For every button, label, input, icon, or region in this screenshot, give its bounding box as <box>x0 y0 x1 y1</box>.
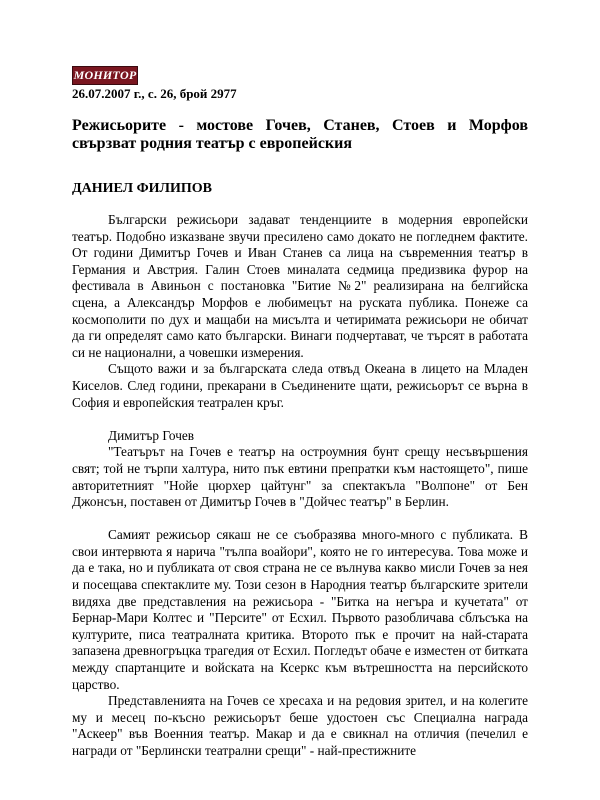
article-author: ДАНИЕЛ ФИЛИПОВ <box>72 181 212 196</box>
article-title: Режисьорите - мостове Гочев, Станев, Стоев и Морфов свързват родния театър с европейския <box>72 117 528 152</box>
paragraph: Самият режисьор сякаш не се съобразява много-много с публиката. В свои интервюта я нарича "тълпа воайори", която не го интересува. Това може и да е така, но и публиката от своя страна не се вълнува какво мисли Гочев за нея и посещава спектаклите му. Този сезон в Народния театър българските зрители видяха две представления на режисьора - "Битка на негъра и кучетата" от Бернар-Мари Колтес и "Персите" от Есхил. Първото разобличава сблъсъка на културите, писа театралната критика. Второто пък е прочит на най-старата запазена древногръцка трагедия от Есхил. Погледът обаче е изместен от битката между спартанците и войската на Ксеркс към вътрешността на персийското царство. <box>72 527 528 692</box>
paragraph: Представленията на Гочев се хресаха и на редовия зрител, и на колегите му и месец по-късно режисьорът беше удостоен със Специална награда "Аскеер" във Военния театър. Макар и да е свикнал на отличия (печелил е награди от "Берлински театрални срещи" - най-престижните <box>72 693 528 758</box>
paragraph: Български режисьори задават тенденциите в модерния европейски театър. Подобно изказване звучи пресилено само докато не погледнем фактите. От години Димитър Гочев и Иван Станев са лица на съвременния театър в Германия и Австрия. Галин Стоев миналата седмица предизвика фурор на фестивала в Авиньон с постановка "Битие №2" реализирана на белгийска сцена, а Александър Морфов е любимецът на руската публика. Понеже са космополити по дух и мащаби на мисълта и четиримата режисьори не обичат да ги определят само като български. Винаги подчертават, че търсят в работата си не национални, а човешки измерения. <box>72 212 528 360</box>
publication-info: 26.07.2007 г., с. 26, брой 2977 <box>72 86 237 101</box>
section-heading: Димитър Гочев <box>108 427 195 443</box>
paragraph: "Театърът на Гочев е театър на остроумния бунт срещу несъвършения свят; той не търпи халтура, нито пък евтини препратки към настоящето", пише авторитетният "Нойе цюрхер цайтунг" за спектакъла "Волпоне" от Бен Джонсън, поставен от Димитър Гочев в "Дойчес театър" в Берлин. <box>72 444 528 510</box>
article-body <box>72 212 528 760</box>
paragraph: Същото важи и за българската следа отвъд Океана в лицето на Младен Киселов. След години, прекарани в Съединените щати, режисьорът се върна в София и европейския театрален кръг. <box>72 361 528 410</box>
newspaper-logo: МОНИТОР <box>72 66 138 85</box>
